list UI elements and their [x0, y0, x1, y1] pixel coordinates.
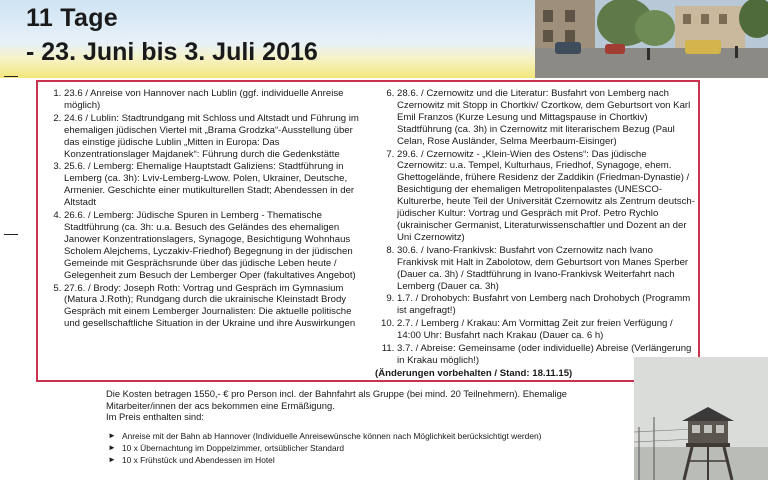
costs-text	[106, 388, 606, 423]
program-day-10: 10. 2.7. / Lemberg / Krakau: Am Vormittag Zeit zur freien Verfügung / 14:00 Uhr: Busfahrt nach Krakau (Dauer ca. 6 h)	[397, 318, 695, 342]
watchtower-photo	[634, 357, 768, 480]
program-column-right	[375, 88, 695, 380]
program-day-7: 7. 29.6. / Czernowitz - „Klein-Wien des Ostens“: Das jüdische Czernowitz: u.a. Tempel, Kulturhaus, Friedhof, Synagoge, ehem. Ghettogelände, frühere Residenz der Zaddikin (Friedman-Dynastie) / Besichtigung der ehemaligen Metropolitenpalastes (UNESCO-Kulturerbe, heute Teil der Universität Czernowitz als Zentrum deutsch-jüdischer Kultur: Vortrag und Gespräch mit Prof. Petro Rychlo (ukrainischer Germanist, Literaturwissenschaftler und Dozent an der Uni Czernowitz)	[397, 149, 695, 244]
bullet-arrow-icon: ►	[108, 431, 116, 440]
included-item: ► 10 x Übernachtung im Doppelzimmer, ortsüblicher Standard	[108, 443, 345, 453]
included-heading: Im Preis enthalten sind:	[106, 411, 204, 423]
included-list	[108, 430, 608, 466]
margin-mark	[4, 76, 18, 77]
included-item: ► 10 x Frühstück und Abendessen im Hotel	[108, 455, 275, 465]
page-title: 11 Tage	[26, 4, 118, 32]
program-box	[36, 80, 700, 382]
bullet-arrow-icon: ►	[108, 443, 116, 452]
street-photo	[535, 0, 768, 78]
page-subtitle-dates: - 23. Juni bis 3. Juli 2016	[26, 38, 318, 66]
included-item: ► Anreise mit der Bahn ab Hannover (Individuelle Anreisewünsche können nach Möglichkeit berücksichtigt werden)	[108, 431, 542, 441]
program-day-9: 9. 1.7. / Drohobych: Busfahrt von Lemberg nach Drohobych (Programm ist angefragt!)	[397, 293, 695, 317]
program-day-8: 8. 30.6. / Ivano-Frankivsk: Busfahrt von Czernowitz nach Ivano Frankivsk mit Halt in Zabolotow, dem Geburtsort von Manes Sperber (Dauer ca. 3h) / Stadtführung in Ivano-Frankivsk Weiterfahrt nach Lemberg (Dauer ca. 3h)	[397, 245, 695, 293]
program-column-left	[42, 88, 367, 331]
program-day-11: 11. 3.7. / Abreise: Gemeinsame (oder individuelle) Abreise (Verlängerung in Krakau möglich!)	[397, 343, 695, 367]
margin-mark	[4, 234, 18, 235]
program-day-3: 3. 25.6. / Lemberg: Ehemalige Hauptstadt Galiziens: Stadtführung in Lemberg (ca. 3h): Lviv-Lemberg-Lwow. Polen, Ukrainer, Deutsche, Armenier. Geschichte einer mutikulturellen Stadt; Abendessen in der Altstadt	[64, 161, 367, 209]
program-day-6: 6. 28.6. / Czernowitz und die Literatur: Busfahrt von Lemberg nach Czernowitz mit Stopp in Chortkiv/ Czortkow, dem Geburtsort von Karl Emil Franzos (Kurze Lesung und Mittagspause in Chortkiv) Stadtführung (ca. 3h) in Czernowitz mit literarischem Bezug (Paul Celan, Rose Ausländer, Selma Meerbaum-Eisinger)	[397, 88, 695, 148]
program-day-1: 1. 23.6 / Anreise von Hannover nach Lublin (ggf. individuelle Anreise möglich)	[64, 88, 367, 112]
program-day-2: 2. 24.6 / Lublin: Stadtrundgang mit Schloss und Altstadt und Führung im ehemaligen jüdischen Viertel mit „Brama Grodzka“-Ausstellung über das einstige jüdische Lublin „Mitten in Europa: Das Konzentrationslager Majdanek“: Führung durch die Gedenkstätte	[64, 113, 367, 161]
program-day-5: 5. 27.6. / Brody: Joseph Roth: Vortrag und Gespräch im Gymnasium (Matura J.Roth); Rundgang durch die ukrainische Kleinstadt Brody Gespräch mit einem Lemberger Journalisten: Die aktuelle politische und gesellschaftliche Situation in der Ukraine und ihre Auswirkungen	[64, 283, 367, 331]
bullet-arrow-icon: ►	[108, 455, 116, 464]
program-day-4: 4. 26.6. / Lemberg: Jüdische Spuren in Lemberg - Thematische Stadtführung (ca. 3h: u.a. Besuch des Geländes des ehemaligen Janower Konzentrationslagers, Synagoge, Besichtigung Wohnhaus Scholem Alejchems, Lyczakiv-Friedhof) Begegnung in der jüdischen Gemeinde mit Gesprächsrunde über das jüdische Leben heute / Gelegenheit zum Besuch der Lemberger Oper (fakultatives Angebot)	[64, 210, 367, 281]
change-note: (Änderungen vorbehalten / Stand: 18.11.15)	[375, 367, 573, 379]
price-paragraph: Die Kosten betragen 1550,- € pro Person incl. der Bahnfahrt als Gruppe (bei mind. 20 Teilnehmern). Ehemalige Mitarbeiter/innen der acs bekommen eine Ermäßigung.	[106, 388, 568, 411]
